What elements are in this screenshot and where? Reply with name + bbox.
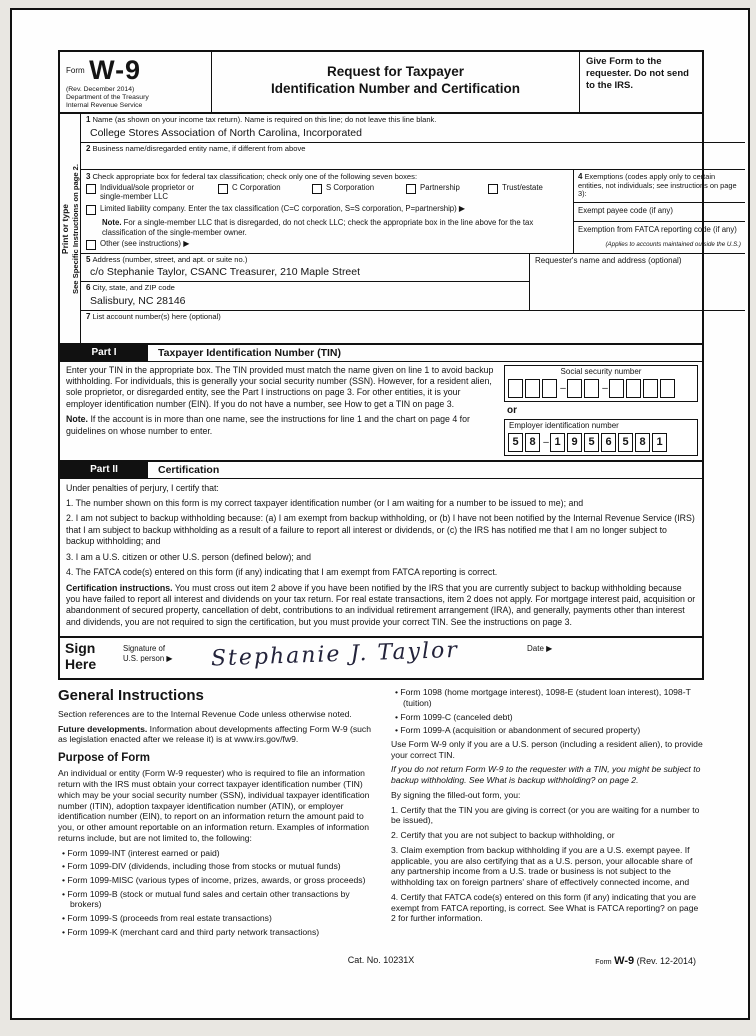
llc-note-bold: Note. xyxy=(102,218,122,228)
use-form-paragraph: Use Form W-9 only if you are a U.S. person (including a resident alien), to provide your correct TIN. xyxy=(391,738,703,760)
right-bullet-3: • Form 1099-A (acquisition or abandonment of secured property) xyxy=(395,725,704,736)
by-signing-intro: By signing the filled-out form, you: xyxy=(391,789,521,800)
part2-label: Part II xyxy=(60,462,148,478)
line1-number: 1 xyxy=(86,115,91,125)
exemptions-title: Exemptions (codes apply only to certain entities, not individuals; see instructions on page 3): xyxy=(578,171,737,199)
ssn-dash: – xyxy=(602,382,608,394)
instructions-left-column xyxy=(58,687,371,941)
footer-form-reference xyxy=(595,955,696,967)
certification-item-1: 1. The number shown on this form is my correct taxpayer identification number (or I am waiting for a number to be issued to me); and xyxy=(66,498,584,509)
left-bullet-1: • Form 1099-INT (interest earned or paid) xyxy=(62,848,371,859)
future-developments-rest: Information about developments affecting Form W-9 (such as legislation enacted after we release it) is at www.irs.gov/fw9. xyxy=(58,723,372,745)
classification-label-line xyxy=(86,172,568,182)
ssn-digit-cell[interactable] xyxy=(609,379,624,398)
option-trust-estate-label: Trust/estate xyxy=(502,183,543,193)
ein-digit-cell[interactable]: 1 xyxy=(652,433,667,452)
option-partnership xyxy=(406,184,488,202)
option-other xyxy=(86,240,189,250)
line4-number: 4 xyxy=(578,171,583,181)
applies-outside-us-note: (Applies to accounts maintained outside the U.S.) xyxy=(605,241,741,249)
business-label: Business name/disregarded entity name, if different from above xyxy=(92,144,306,154)
left-bullet-6: • Form 1099-K (merchant card and third party network transactions) xyxy=(62,927,371,938)
left-bullet-3: • Form 1099-MISC (various types of income, prizes, awards, or gross proceeds) xyxy=(62,875,371,886)
address-label-line xyxy=(86,255,524,265)
here-word: Here xyxy=(65,655,97,672)
left-bullet-5: • Form 1099-S (proceeds from real estate transactions) xyxy=(62,913,371,924)
ssn-digit-cell[interactable] xyxy=(508,379,523,398)
checkbox-llc[interactable] xyxy=(86,205,96,215)
address-label: Address (number, street, and apt. or suite no.) xyxy=(92,254,248,264)
certification-item-4: 4. The FATCA code(s) entered on this form (if any) indicating that I am exempt from FATCA reporting is correct. xyxy=(66,567,498,578)
part1-note-rest: If the account is in more than one name, see the instructions for line 1 and the chart on page 4 for guidelines on whose number to enter. xyxy=(66,414,470,436)
address-column xyxy=(81,254,529,310)
classification-row xyxy=(81,170,745,254)
ein-digit-row xyxy=(505,431,697,455)
left-bullet-2: • Form 1099-DIV (dividends, including those from stocks or mutual funds) xyxy=(62,861,371,872)
classification-column xyxy=(81,170,573,253)
classification-label: Check appropriate box for federal tax classification; check only one of the following seven boxes: xyxy=(92,171,418,181)
city-label: City, state, and ZIP code xyxy=(92,283,175,293)
signature-label xyxy=(123,641,207,672)
future-developments xyxy=(58,724,371,745)
tin-boxes-column xyxy=(502,362,702,460)
exempt-payee-code-field[interactable]: Exempt payee code (if any) xyxy=(574,203,745,222)
name-label: Name (as shown on your income tax return). Name is required on this line; do not leave this line blank. xyxy=(92,115,437,125)
ssn-digit-cell[interactable] xyxy=(525,379,540,398)
form-top-box xyxy=(58,50,741,680)
part1-label: Part I xyxy=(60,345,148,361)
llc-note xyxy=(102,218,568,237)
footer-form-word: Form xyxy=(595,958,612,966)
line3-number: 3 xyxy=(86,171,91,181)
part1-bar xyxy=(60,343,702,362)
sign-word: Sign xyxy=(65,640,96,657)
form-header xyxy=(60,52,702,114)
line6-number: 6 xyxy=(86,283,91,293)
address-city-row xyxy=(81,254,745,311)
ssn-digit-cell[interactable] xyxy=(584,379,599,398)
ssn-digit-cell[interactable] xyxy=(643,379,658,398)
form-title-line2: Identification Number and Certification xyxy=(270,80,521,96)
signature-label-line2: U.S. person ▶ xyxy=(123,654,173,663)
option-s-corporation xyxy=(312,184,406,202)
option-c-corporation-label: C Corporation xyxy=(232,183,281,193)
part1-paragraph: Enter your TIN in the appropriate box. The TIN provided must match the name given on line 1 to avoid backup withholding. For individuals, this is generally your social security number (SSN). However, for a resident alien, sole proprietor, or disregarded entity, see the Part I instructions on page 3. For other entities, it is your employer identification number (EIN). If you do not have a number, see How to get a TIN on page 3. xyxy=(66,364,494,409)
business-name-row xyxy=(81,143,745,170)
address-row xyxy=(81,254,529,283)
requester-name-address-box[interactable]: Requester's name and address (optional) xyxy=(529,254,745,310)
part1-body xyxy=(60,362,702,460)
ssn-digit-cell[interactable] xyxy=(660,379,675,398)
business-name-input[interactable] xyxy=(86,154,740,167)
account-numbers-input[interactable] xyxy=(86,322,740,335)
footer-form-revision: (Rev. 12-2014) xyxy=(636,955,696,966)
ein-digit-cell[interactable]: 1 xyxy=(550,433,565,452)
department-line1: Department of the Treasury xyxy=(66,94,149,102)
ssn-digit-row xyxy=(505,377,697,401)
name-label-line xyxy=(86,115,740,125)
signing-item-2: 2. Certify that you are not subject to backup withholding, or xyxy=(391,830,615,841)
part1-note xyxy=(66,414,496,437)
form-revision: (Rev. December 2014) xyxy=(66,86,135,93)
form-id-block xyxy=(60,52,212,112)
checkbox-individual[interactable] xyxy=(86,184,96,194)
scanned-page xyxy=(10,8,750,1020)
general-instructions-section xyxy=(58,687,704,941)
option-individual-label: Individual/sole proprietor or single-member LLC xyxy=(100,183,195,202)
right-bullet-1: • Form 1098 (home mortgage interest), 1098-E (student loan interest), 1098-T (tuition) xyxy=(395,687,704,708)
option-other-label: Other (see instructions) ▶ xyxy=(100,238,190,248)
give-form-notice: Give Form to the requester. Do not send to the IRS. xyxy=(586,56,689,91)
line7-number: 7 xyxy=(86,312,91,322)
ein-digit-cell[interactable]: 5 xyxy=(618,433,633,452)
line5-number: 5 xyxy=(86,254,91,264)
certification-item-3: 3. I am a U.S. citizen or other U.S. person (defined below); and xyxy=(66,551,311,562)
fatca-exemption-code-field[interactable]: Exemption from FATCA reporting code (if any) xyxy=(578,225,737,235)
ssn-dash: – xyxy=(560,382,566,394)
ein-box xyxy=(504,419,698,456)
date-field[interactable] xyxy=(527,641,697,672)
account-label: List account number(s) here (optional) xyxy=(92,312,221,322)
part2-body xyxy=(60,479,702,637)
certification-instructions-rest: You must cross out item 2 above if you have been notified by the IRS that you are currently subject to backup withholding because you have failed to report all interest and dividends on your tax return. For real estate transactions, item 2 does not apply. For mortgage interest paid, acquisition or abandonment of secured property, cancellation of debt, contributions to an individual retirement arrangement (IRA), and generally, payments other than interest and dividends, you are not required to sign the certification, but you must provide your correct TIN. See the instructions on page 3. xyxy=(66,582,696,627)
print-or-type-label: Print or type xyxy=(60,203,70,254)
future-developments-bold: Future developments. xyxy=(58,723,148,734)
ein-dash: – xyxy=(543,436,549,448)
llc-note-rest: For a single-member LLC that is disregarded, do not check LLC; check the appropriate box in the line above for the tax classification of the single-member owner. xyxy=(102,218,534,237)
part2-bar xyxy=(60,460,702,479)
part1-note-bold: Note. xyxy=(66,414,88,425)
certification-item-2: 2. I am not subject to backup withholding because: (a) I am exempt from backup withholding, or (b) I have not been notified by the Internal Revenue Service (IRS) that I am subject to backup withholding as a result of a failure to report all interest or dividends, or (c) the IRS has notified me that I am no longer subject to backup withholding; and xyxy=(66,513,695,547)
certification-intro: Under penalties of perjury, I certify that: xyxy=(66,482,219,493)
option-llc xyxy=(86,205,465,215)
signing-item-1: 1. Certify that the TIN you are giving is correct (or you are waiting for a number to be issued), xyxy=(391,804,700,826)
form-title-line1: Request for Taxpayer xyxy=(326,64,465,79)
form-number-line xyxy=(66,55,205,86)
field-rows xyxy=(81,114,745,342)
ein-digit-cell[interactable]: 8 xyxy=(635,433,650,452)
department-line2: Internal Revenue Service xyxy=(66,102,143,110)
checkbox-trust-estate[interactable] xyxy=(488,184,498,194)
certification-instructions xyxy=(66,583,696,629)
option-c-corporation xyxy=(218,184,312,202)
account-label-line xyxy=(86,312,740,322)
signing-item-4: 4. Certify that FATCA code(s) entered on this form (if any) indicating that you are exempt from FATCA reporting, is correct. See What is FATCA reporting? on page 2 for further information. xyxy=(391,891,699,924)
city-row xyxy=(81,282,529,310)
section-references: Section references are to the Internal Revenue Code unless otherwise noted. xyxy=(58,708,352,719)
ssn-digit-cell[interactable] xyxy=(542,379,557,398)
sign-here-label xyxy=(65,641,123,672)
ssn-label: Social security number xyxy=(560,366,642,376)
form-footer xyxy=(58,955,704,969)
city-input[interactable]: Salisbury, NC 28146 xyxy=(90,295,186,308)
date-label: Date ▶ xyxy=(527,644,553,654)
ssn-box xyxy=(504,365,698,402)
ssn-digit-cell[interactable] xyxy=(567,379,582,398)
line2-number: 2 xyxy=(86,144,91,154)
purpose-of-form-title: Purpose of Form xyxy=(58,752,151,764)
sign-here-row xyxy=(60,636,702,678)
checkbox-partnership[interactable] xyxy=(406,184,416,194)
or-label: or xyxy=(507,404,517,416)
fields-section xyxy=(60,114,741,342)
option-partnership-label: Partnership xyxy=(420,183,460,193)
option-llc-label: Limited liability company. Enter the tax classification (C=C corporation, S=S corporation, P=partnership) ▶ xyxy=(100,204,465,214)
form-word-label: Form xyxy=(66,66,85,75)
city-label-line xyxy=(86,283,524,293)
name-input[interactable]: College Stores Association of North Carolina, Incorporated xyxy=(90,127,362,140)
catalog-number: Cat. No. 10231X xyxy=(347,954,415,965)
checkbox-c-corporation[interactable] xyxy=(218,184,228,194)
classification-options xyxy=(86,184,568,202)
part2-title: Certification xyxy=(158,463,220,476)
print-or-type-sidebar xyxy=(60,114,81,342)
checkbox-other[interactable] xyxy=(86,240,96,250)
ein-digit-cell[interactable]: 5 xyxy=(584,433,599,452)
ein-label: Employer identification number xyxy=(509,420,619,430)
right-bullet-2: • Form 1099-C (canceled debt) xyxy=(395,712,704,723)
general-instructions-title: General Instructions xyxy=(58,687,204,705)
signature-field[interactable]: Stephanie J. Taylor xyxy=(210,638,460,672)
part1-instructions xyxy=(60,362,502,460)
option-s-corporation-label: S Corporation xyxy=(326,183,375,193)
ein-digit-cell[interactable]: 5 xyxy=(508,433,523,452)
form-number: W-9 xyxy=(89,55,142,85)
ssn-digit-cell[interactable] xyxy=(626,379,641,398)
footer-form-number: W-9 xyxy=(614,954,635,967)
see-instructions-label: See Specific Instructions on page 2. xyxy=(71,163,80,294)
checkbox-s-corporation[interactable] xyxy=(312,184,322,194)
w9-form xyxy=(58,50,741,969)
left-bullet-4: • Form 1099-B (stock or mutual fund sales and certain other transactions by brokers) xyxy=(62,889,371,910)
business-label-line xyxy=(86,144,740,154)
backup-withholding-paragraph: If you do not return Form W-9 to the requester with a TIN, you might be subject to backup withholding. See What is backup withholding? on page 2. xyxy=(391,764,701,786)
name-row xyxy=(81,114,745,143)
account-numbers-row xyxy=(81,311,745,343)
llc-option-line xyxy=(86,205,568,215)
option-individual xyxy=(86,184,218,202)
address-input[interactable]: c/o Stephanie Taylor, CSANC Treasurer, 210 Maple Street xyxy=(90,266,361,279)
signature-label-line1: Signature of xyxy=(123,644,166,654)
ein-digit-cell[interactable]: 9 xyxy=(567,433,582,452)
exemptions-title-line xyxy=(574,170,745,204)
certification-instructions-bold: Certification instructions. xyxy=(66,582,173,593)
form-title-block xyxy=(212,52,580,112)
ein-digit-cell[interactable]: 8 xyxy=(525,433,540,452)
instructions-right-column xyxy=(391,687,704,941)
ein-digit-cell[interactable]: 6 xyxy=(601,433,616,452)
part1-title: Taxpayer Identification Number (TIN) xyxy=(158,346,341,359)
exemptions-column xyxy=(573,170,745,253)
other-option-line xyxy=(86,240,568,250)
signing-item-3: 3. Claim exemption from backup withholding if you are a U.S. exempt payee. If applicable, you are also certifying that as a U.S. person, your allocable share of any partnership income from a U.S. trade or business is not subject to the withholding tax on foreign partners' share of effectively connected income, and xyxy=(391,844,693,888)
purpose-paragraph: An individual or entity (Form W-9 requester) who is required to file an information return with the IRS must obtain your correct taxpayer identification number (TIN) which may be your social security number (SSN), individual taxpayer identification number (ITIN), adoption taxpayer identification number (ATIN), or employer identification number (EIN), to report on an information return the amount paid to you, or other amount reportable on an information return. Examples of information returns include, but are not limited to, the following: xyxy=(58,768,370,843)
option-trust-estate xyxy=(488,184,568,202)
